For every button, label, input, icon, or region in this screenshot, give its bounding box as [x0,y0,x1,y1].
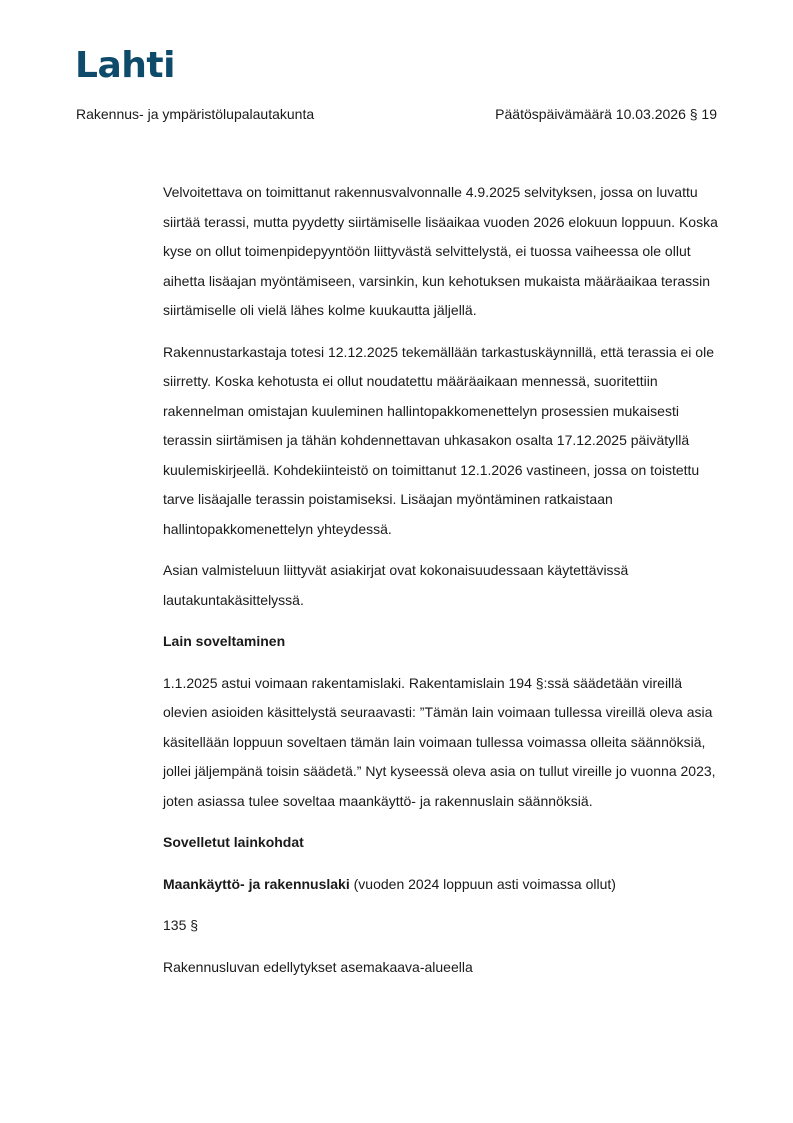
applied-law-line [163,870,723,900]
law-application-paragraph: 1.1.2025 astui voimaan rakentamislaki. Rakentamislain 194 §:ssä säädetään vireillä olevien asioiden käsittelystä seuraavasti: ”Tämän lain voimaan tullessa vireillä oleva asia käsitellään loppuun soveltaen tämän lain voimaan tullessa voimassa olleita säännöksiä, jollei jäljempänä toisin säädetä.” Nyt kyseessä oleva asia on tullut vireille jo vuonna 2023, joten asiassa tulee soveltaa maankäyttö- ja rakennuslain säännöksiä. [163,674,716,809]
section-heading-applied-provisions: Sovelletut lainkohdat [163,834,304,850]
section-title: Rakennusluvan edellytykset asemakaava-alueella [163,958,473,975]
section-number: 135 § [163,917,199,933]
paragraph-2: Rakennustarkastaja totesi 12.12.2025 tekemällään tarkastuskäynnillä, että terassia ei ole siirretty. Koska kehotusta ei ollut noudatettu määräaikaan mennessä, suoritettiin rakennelman omistajan kuuleminen hallintopakkomenettelyn prosessien mukaisesti terassin siirtämisen ja tähän kohdennettavan uhkasakon osalta 17.12.2025 päivätyllä kuulemiskirjeellä. Kohdekiinteistö on toimittanut 12.1.2026 vastineen, jossa on toistettu tarve lisäajalle terassin poistamiseksi. Lisäajan myöntäminen ratkaistaan hallintopakkomenettelyn yhteydessä. [163,343,714,537]
applied-law-name: Maankäyttö- ja rakennuslaki [163,875,350,892]
document-body [163,178,723,994]
applied-law-note: (vuoden 2024 loppuun asti voimassa ollut) [349,875,616,892]
document-header [76,106,717,122]
decision-date: Päätöspäivämäärä 10.03.2026 § 19 [495,106,717,122]
committee-name: Rakennus- ja ympäristölupalautakunta [76,106,315,122]
logo-text: Lahti [75,45,175,86]
paragraph-3: Asian valmisteluun liittyvät asiakirjat ovat kokonaisuudessaan käytettävissä lautakuntakäsittelyssä. [163,562,629,608]
section-heading-law-application: Lain soveltaminen [163,633,286,649]
lahti-logo [75,44,175,84]
paragraph-1: Velvoitettava on toimittanut rakennusvalvonnalle 4.9.2025 selvityksen, jossa on luvattu siirtää terassi, mutta pyydetty siirtämiselle lisäaikaa vuoden 2026 elokuun loppuun. Koska kyse on ollut toimenpidepyyntöön liittyvästä selvittelystä, ei tuossa vaiheessa ole ollut aihetta lisäajan myöntämiseen, varsinkin, kun kehotuksen mukaista määräaikaa terassin siirtämiselle oli vielä lähes kolme kuukautta jäljellä. [163,184,718,318]
